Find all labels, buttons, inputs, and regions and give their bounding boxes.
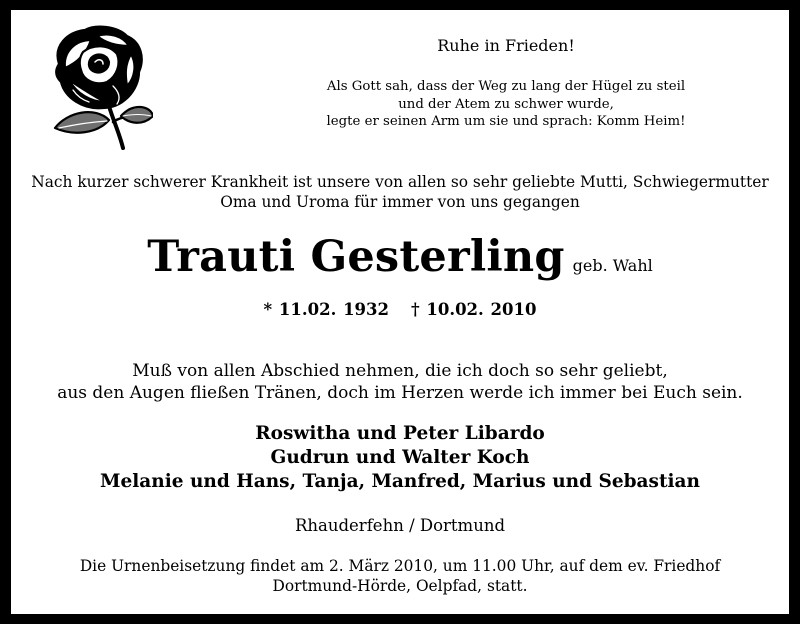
poem-line: legte er seinen Arm um sie und sprach: Komm Heim! bbox=[326, 114, 686, 129]
burial-notice bbox=[11, 556, 789, 596]
poem-line: Als Gott sah, dass der Weg zu lang der Hügel zu steil bbox=[326, 79, 686, 94]
birth-date: * 11.02. 1932 bbox=[263, 300, 389, 319]
intro-line: Oma und Uroma für immer von uns gegangen bbox=[220, 193, 580, 211]
obituary-card bbox=[11, 10, 789, 614]
death-date: † 10.02. 2010 bbox=[411, 300, 537, 319]
farewell-verse bbox=[11, 360, 789, 404]
deceased-name-line bbox=[11, 232, 789, 282]
mourner-line: Melanie und Hans, Tanja, Manfred, Marius und Sebastian bbox=[100, 471, 700, 492]
intro-text bbox=[11, 172, 789, 212]
header-title: Ruhe in Frieden! bbox=[437, 36, 575, 55]
verse-line: aus den Augen fließen Tränen, doch im Herzen werde ich immer bei Euch sein. bbox=[57, 383, 743, 403]
burial-line: Die Urnenbeisetzung findet am 2. März 2010, um 11.00 Uhr, auf dem ev. Friedhof bbox=[79, 557, 721, 575]
intro-line: Nach kurzer schwerer Krankheit ist unsere von allen so sehr geliebte Mutti, Schwiegermutter bbox=[31, 173, 769, 191]
life-dates bbox=[11, 300, 789, 319]
verse-line: Muß von allen Abschied nehmen, die ich doch so sehr geliebt, bbox=[132, 361, 668, 381]
burial-line: Dortmund-Hörde, Oelpfad, statt. bbox=[272, 577, 528, 595]
poem bbox=[281, 78, 731, 131]
maiden-name: geb. Wahl bbox=[572, 256, 653, 275]
mourner-line: Roswitha und Peter Libardo bbox=[255, 423, 545, 444]
deceased-name: Trauti Gesterling bbox=[147, 232, 565, 282]
mourner-line: Gudrun und Walter Koch bbox=[270, 447, 530, 468]
poem-line: und der Atem zu schwer wurde, bbox=[398, 96, 614, 112]
place: Rhauderfehn / Dortmund bbox=[294, 516, 506, 535]
mourners bbox=[11, 422, 789, 494]
rose-icon bbox=[47, 24, 153, 156]
